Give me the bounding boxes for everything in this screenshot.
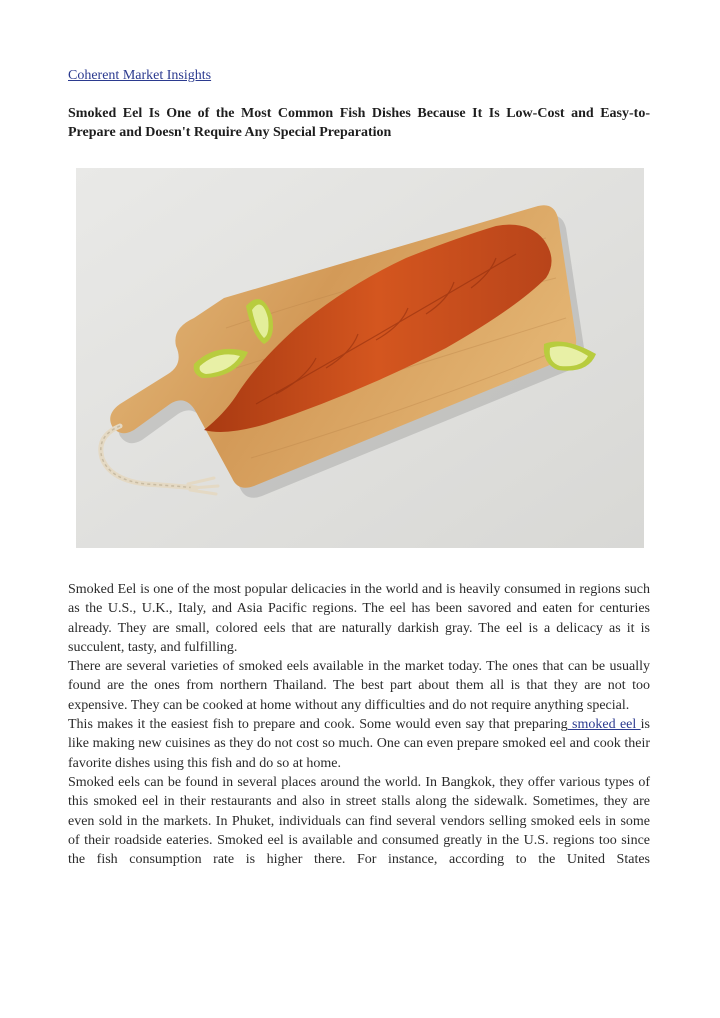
article-body (68, 580, 650, 869)
paragraph (68, 715, 650, 773)
paragraph-text: is like making new cuisines as they do not cost so much. One can even prepare smoked eel and cook their favorite dishes using this fish and do so at home. (68, 717, 650, 771)
paragraph: There are several varieties of smoked eels available in the market today. The ones that can be usually found are the ones from northern Thailand. The best part about them all is that they are not too expensive. They can be cooked at home without any difficulties and do not require anything special. (68, 659, 650, 713)
site-name-link[interactable]: Coherent Market Insights (68, 68, 212, 83)
article-title: Smoked Eel Is One of the Most Common Fish Dishes Because It Is Low-Cost and Easy-to-Prepare and Doesn't Require Any Special Preparation (68, 106, 650, 140)
paragraph-text: This makes it the easiest fish to prepare and cook. Some would even say that preparing (68, 717, 568, 733)
smoked-eel-photo (76, 168, 644, 548)
paragraph: Smoked eels can be found in several places around the world. In Bangkok, they offer various types of this smoked eel in their restaurants and also in street stalls along the sidewalk. Sometimes, they are even sold in the markets. In Phuket, individuals can find several vendors selling smoked eels in some of their roadside eateries. Smoked eel is available and consumed greatly in the U.S. regions too since the fish consumption rate is higher there. For instance, according to the United States (68, 774, 650, 868)
paragraph: Smoked Eel is one of the most popular delicacies in the world and is heavily consumed in regions such as the U.S., U.K., Italy, and Asia Pacific regions. The eel has been savored and eaten for centuries already. They are small, colored eels that are naturally darkish gray. The eel is a delicacy as it is succulent, tasty, and fulfilling. (68, 582, 650, 655)
smoked-eel-link[interactable]: smoked eel (567, 717, 641, 733)
